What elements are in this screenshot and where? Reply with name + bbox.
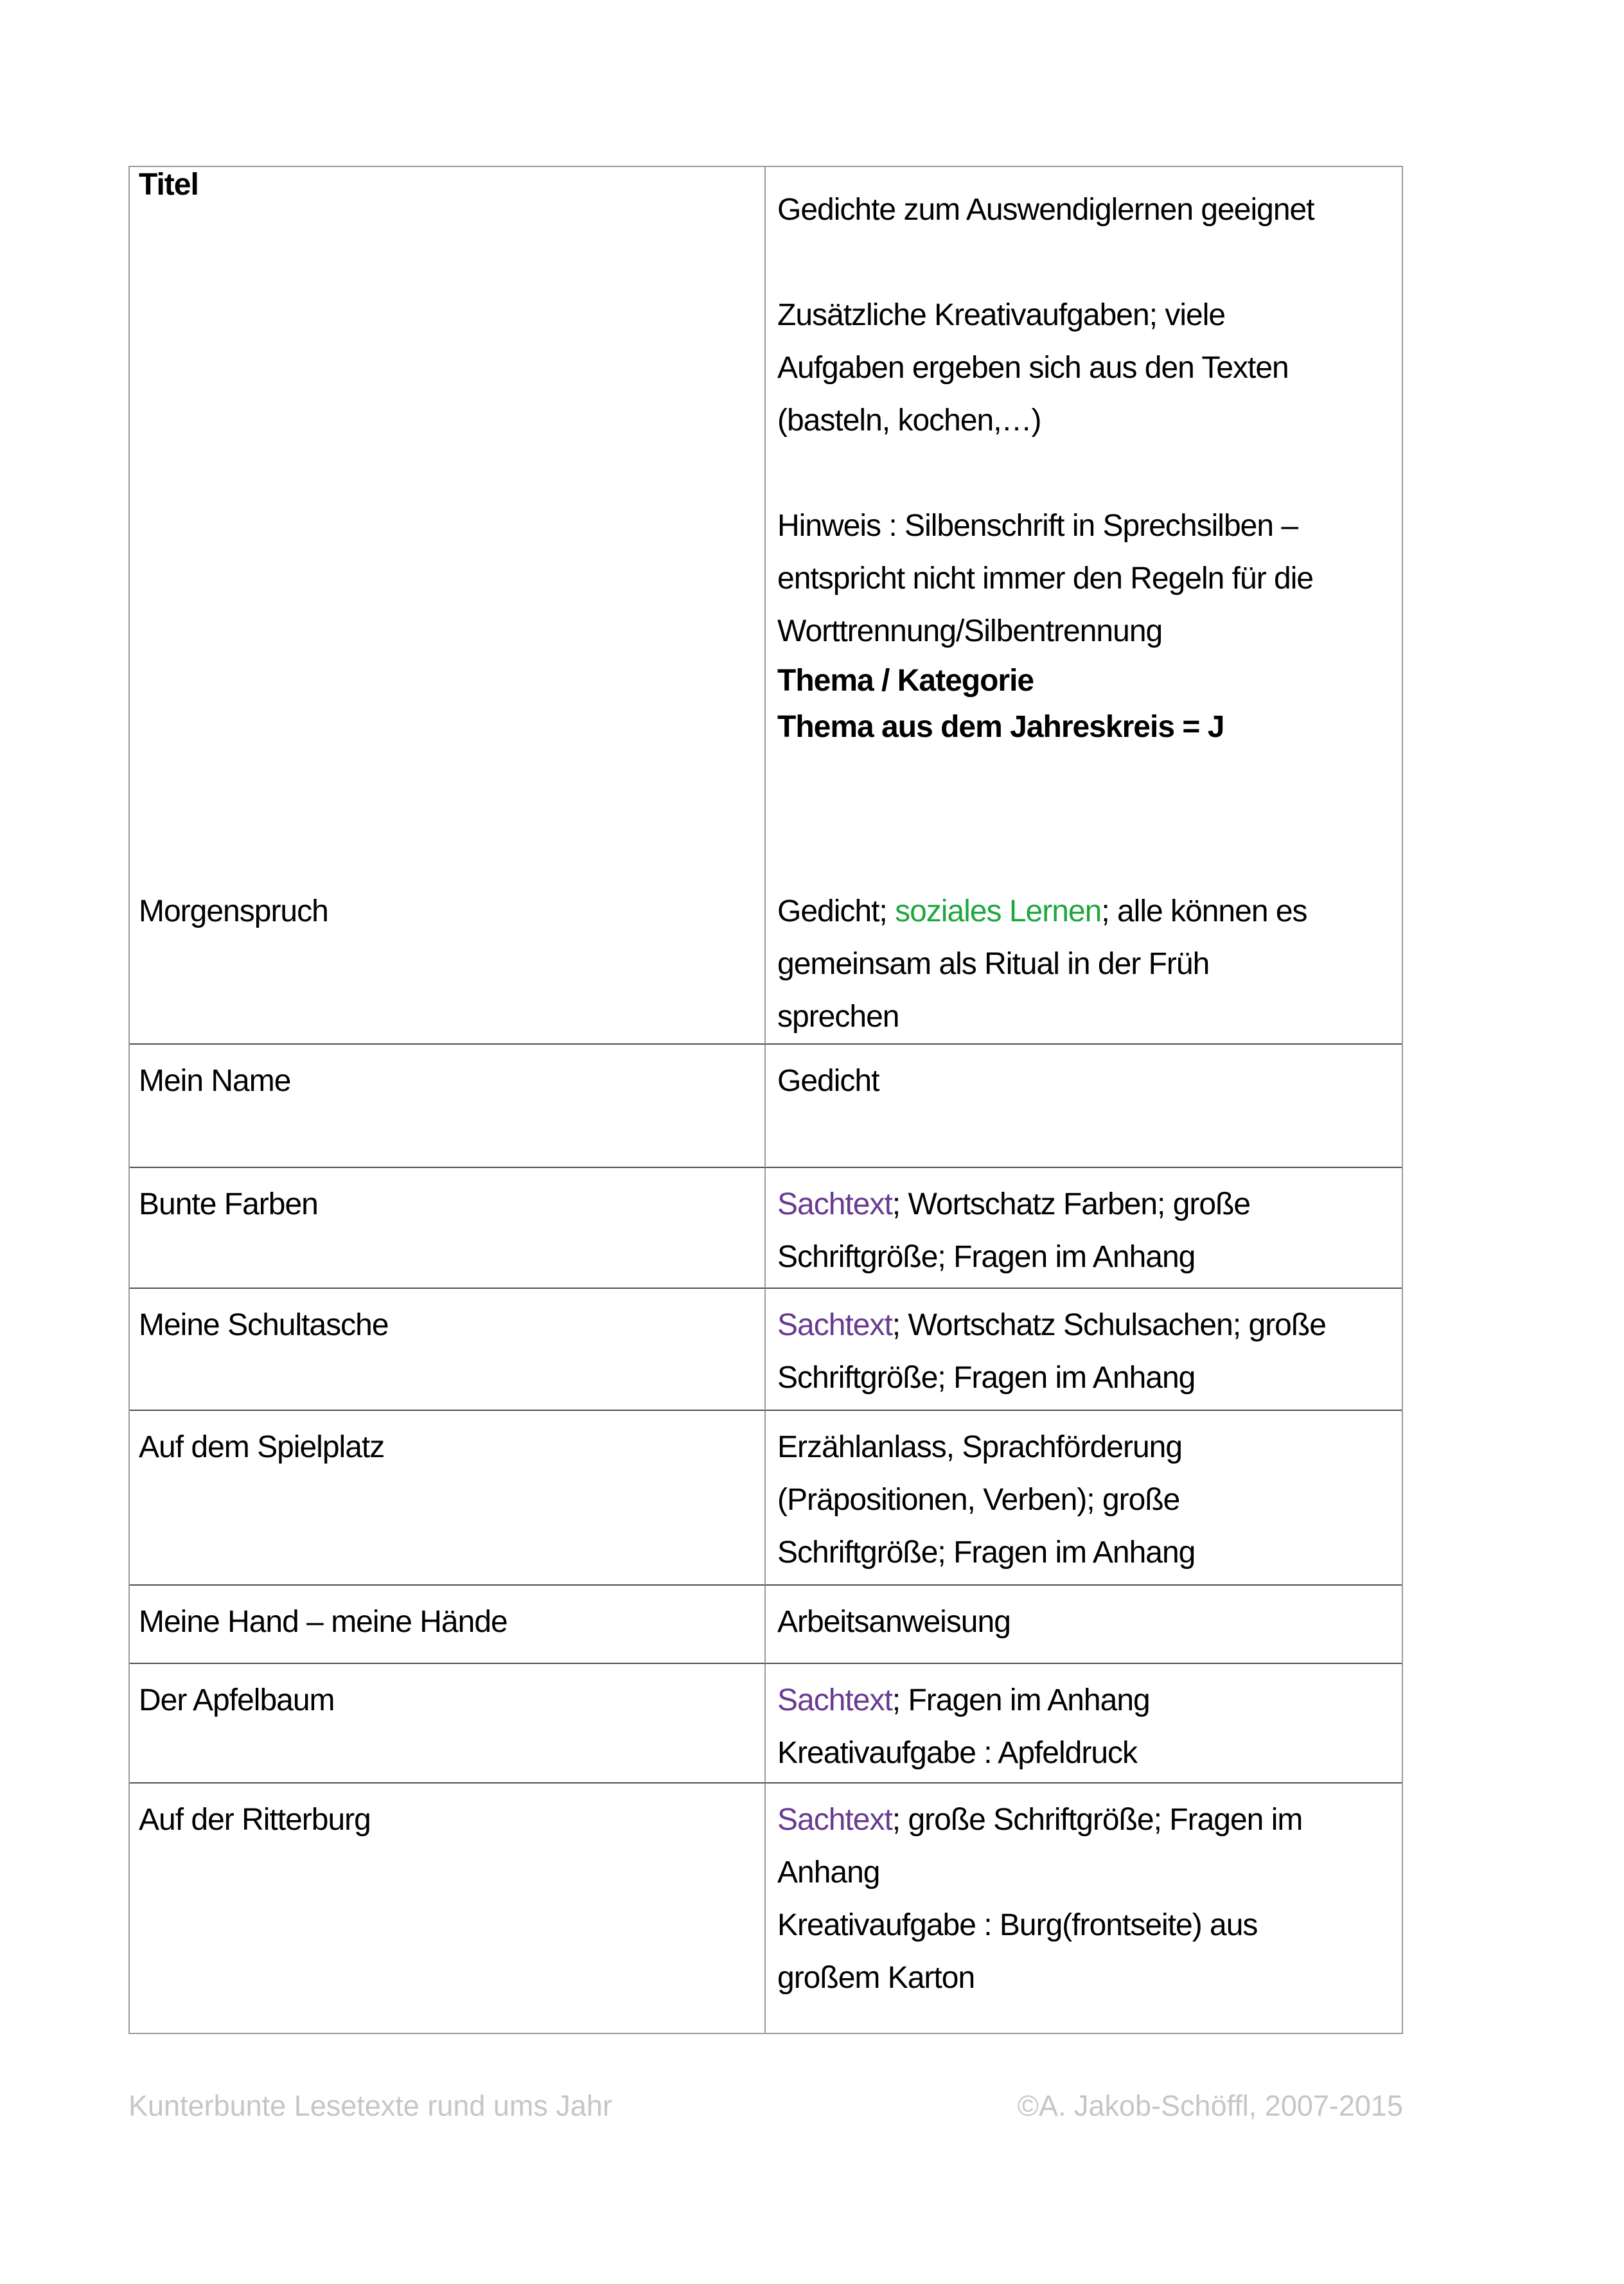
row-category-cell <box>766 1045 1402 1168</box>
text-line <box>777 658 1397 704</box>
footer-copyright: ©A. Jakob-Schöffl, 2007-2015 <box>1017 2089 1403 2122</box>
table-row <box>130 1045 1402 1168</box>
text-segment: Schriftgröße; Fragen im Anhang <box>777 1361 1196 1395</box>
text-segment: Arbeitsanweisung <box>777 1605 1011 1639</box>
text-line <box>777 1231 1397 1284</box>
purple-highlight-text: Sachtext <box>777 1683 892 1717</box>
text-line <box>777 1178 1397 1231</box>
row-category-cell <box>766 875 1402 1045</box>
text-line <box>777 447 1397 500</box>
text-line <box>777 991 1397 1043</box>
text-segment: ; Fragen im Anhang <box>892 1683 1150 1717</box>
content-table-wrap <box>128 166 1403 2034</box>
row-title-cell <box>130 1784 766 2033</box>
text-segment: Hinweis : Silbenschrift in Sprechsilben – <box>777 509 1298 543</box>
row-category-cell <box>766 1411 1402 1586</box>
green-highlight-text: soziales Lernen <box>895 894 1102 928</box>
text-segment: Erzählanlass, Sprachförderung <box>777 1430 1183 1464</box>
header-notes <box>777 184 1397 658</box>
text-line <box>777 342 1397 394</box>
purple-highlight-text: Sachtext <box>777 1803 892 1837</box>
row-title-cell <box>130 1045 766 1168</box>
text-segment: Gedicht <box>777 1064 879 1098</box>
row-category-text <box>766 1045 1402 1108</box>
table-row <box>130 1664 1402 1784</box>
text-line <box>777 1794 1397 1846</box>
row-category-text <box>766 1784 1402 2005</box>
row-title-cell <box>130 1411 766 1586</box>
purple-highlight-text: Sachtext <box>777 1308 892 1342</box>
row-title-cell <box>130 875 766 1045</box>
text-line <box>777 1352 1397 1404</box>
text-line <box>777 553 1397 605</box>
row-title: Auf der Ritterburg <box>139 1803 371 1837</box>
table-row <box>130 1784 1402 2033</box>
text-segment: Thema aus dem Jahreskreis = J <box>777 710 1224 744</box>
text-segment: Zusätzliche Kreativaufgaben; viele <box>777 298 1226 332</box>
row-category-cell <box>766 1664 1402 1784</box>
text-line <box>777 1727 1397 1780</box>
text-line <box>777 289 1397 342</box>
text-line <box>777 1899 1397 1952</box>
text-line <box>777 1527 1397 1579</box>
text-segment: großem Karton <box>777 1961 975 1995</box>
column-header-titel: Titel <box>139 168 199 202</box>
table-body <box>130 875 1402 2033</box>
text-line <box>777 1846 1397 1899</box>
row-title-cell <box>130 1168 766 1289</box>
text-segment: ; alle können es <box>1101 894 1307 928</box>
text-segment: Kreativaufgabe : Apfeldruck <box>777 1736 1138 1770</box>
row-title: Meine Hand – meine Hände <box>139 1605 508 1639</box>
table-header-row <box>130 167 1402 875</box>
text-line <box>777 1055 1397 1108</box>
header-notes-wrap <box>766 167 1402 761</box>
text-segment: entspricht nicht immer den Regeln für die <box>777 562 1314 596</box>
texts-overview-table <box>128 166 1403 2034</box>
text-segment: Aufgaben ergeben sich aus den Texten <box>777 351 1289 385</box>
text-line <box>777 500 1397 553</box>
text-segment: ; große Schriftgröße; Fragen im <box>892 1803 1303 1837</box>
text-segment: (Präpositionen, Verben); große <box>777 1483 1180 1517</box>
row-category-cell <box>766 1289 1402 1411</box>
column-header-thema <box>777 658 1397 750</box>
text-segment: Gedichte zum Auswendiglernen geeignet <box>777 193 1314 227</box>
text-line <box>777 704 1397 750</box>
text-line <box>777 236 1397 289</box>
row-title-cell <box>130 1586 766 1664</box>
row-category-text <box>766 875 1402 1043</box>
table-row <box>130 1586 1402 1664</box>
text-segment: Gedicht; <box>777 894 896 928</box>
row-title: Der Apfelbaum <box>139 1683 335 1717</box>
text-line <box>777 885 1397 938</box>
row-category-cell <box>766 1586 1402 1664</box>
text-line <box>777 605 1397 658</box>
footer-series-title: Kunterbunte Lesetexte rund ums Jahr <box>128 2089 612 2122</box>
text-segment: ; Wortschatz Farben; große <box>892 1187 1251 1221</box>
row-title-cell <box>130 1289 766 1411</box>
text-line <box>777 394 1397 447</box>
page-footer <box>128 2089 1403 2123</box>
text-line <box>777 184 1397 236</box>
text-segment: sprechen <box>777 1000 899 1034</box>
table-row <box>130 875 1402 1045</box>
text-line <box>777 1674 1397 1727</box>
header-category-cell <box>766 167 1402 875</box>
text-line <box>777 938 1397 991</box>
row-title: Mein Name <box>139 1064 291 1098</box>
text-segment: ; Wortschatz Schulsachen; große <box>892 1308 1326 1342</box>
text-line <box>777 1474 1397 1527</box>
text-segment: Schriftgröße; Fragen im Anhang <box>777 1240 1196 1274</box>
row-category-text <box>766 1411 1402 1579</box>
table-row <box>130 1168 1402 1289</box>
row-category-cell <box>766 1784 1402 2033</box>
row-title: Auf dem Spielplatz <box>139 1430 385 1464</box>
text-line <box>777 1421 1397 1474</box>
text-line <box>777 1299 1397 1352</box>
row-title: Bunte Farben <box>139 1187 318 1221</box>
text-segment: (basteln, kochen,…) <box>777 403 1041 438</box>
table-row <box>130 1289 1402 1411</box>
table-row <box>130 1411 1402 1586</box>
text-segment: Worttrennung/Silbentrennung <box>777 614 1163 648</box>
row-category-text <box>766 1289 1402 1404</box>
row-category-cell <box>766 1168 1402 1289</box>
text-segment: Kreativaufgabe : Burg(frontseite) aus <box>777 1908 1258 1942</box>
row-title: Meine Schultasche <box>139 1308 389 1342</box>
text-line <box>777 1596 1397 1649</box>
row-category-text <box>766 1168 1402 1284</box>
header-title-cell <box>130 167 766 875</box>
row-category-text <box>766 1586 1402 1649</box>
purple-highlight-text: Sachtext <box>777 1187 892 1221</box>
text-segment: Anhang <box>777 1855 880 1890</box>
row-title: Morgenspruch <box>139 894 328 928</box>
text-segment: Thema / Kategorie <box>777 664 1034 698</box>
text-line <box>777 1952 1397 2005</box>
text-segment: gemeinsam als Ritual in der Früh <box>777 947 1210 981</box>
row-title-cell <box>130 1664 766 1784</box>
text-segment: Schriftgröße; Fragen im Anhang <box>777 1536 1196 1570</box>
row-category-text <box>766 1664 1402 1780</box>
